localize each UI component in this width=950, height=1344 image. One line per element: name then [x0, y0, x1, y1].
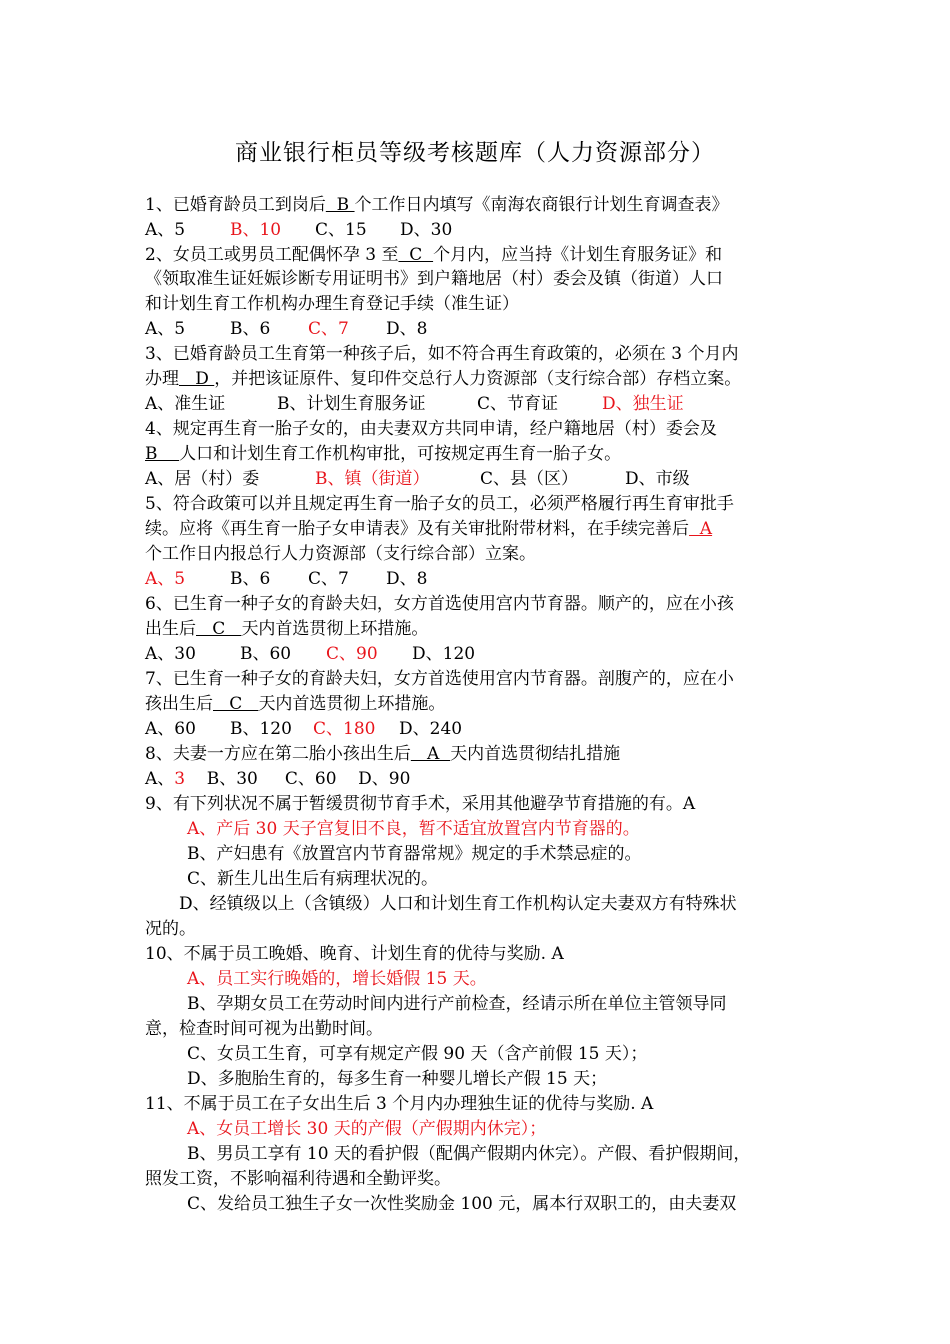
answer-option: B、6 [230, 319, 271, 339]
text-segment: 4、规定再生育一胎子女的，由夫妻双方共同申请，经户籍地居（村）委会及 [145, 419, 717, 439]
answer-option: A、5 [145, 319, 186, 339]
text-segment: D、经镇级以上（含镇级）人口和计划生育工作机构认定夫妻双方有特殊状 [179, 894, 737, 914]
answer-blank: C [398, 245, 434, 265]
answer-option: C、15 [315, 220, 367, 240]
text-line [145, 1018, 383, 1040]
answer-option: B、120 [230, 719, 292, 739]
answer-option: B、10 [230, 220, 282, 240]
text-line [145, 543, 536, 565]
text-line [145, 618, 428, 640]
text-segment: 《领取准生证妊娠诊断专用证明书》到户籍地居（村）委会及镇（街道）人口 [145, 269, 723, 289]
answer-option: C、7 [308, 319, 349, 339]
correct-answer-text: 3 [174, 769, 186, 789]
text-line [145, 194, 729, 216]
answer-option: C、180 [313, 719, 376, 739]
answer-options-line [145, 643, 498, 665]
page-title: 商业银行柜员等级考核题库（人力资源部分） [235, 140, 715, 166]
text-segment: D、多胞胎生育的，每多生育一种婴儿增长产假 15 天； [187, 1069, 608, 1089]
answer-blank: A [689, 519, 713, 539]
text-segment: 5、符合政策可以并且规定再生育一胎子女的员工，必须严格履行再生育审批手 [145, 494, 734, 514]
text-segment: 人口和计划生育工作机构审批，可按规定再生育一胎子女。 [179, 444, 622, 464]
answer-option: A、5 [145, 569, 186, 589]
text-segment: B、孕期女员工在劳动时间内进行产前检查，经请示所在单位主管领导同 [187, 994, 727, 1014]
text-line [187, 968, 487, 990]
answer-options-line [145, 318, 464, 340]
text-line [145, 418, 717, 440]
text-line [145, 768, 410, 790]
text-segment: ，并把该证原件、复印件交总行人力资源部（支行综合部）存档立案。 [214, 369, 742, 389]
answer-option: D、240 [399, 719, 463, 739]
answer-blank: C [213, 694, 259, 714]
text-segment: 3、已婚育龄员工生育第一种孩子后，如不符合再生育政策的，必须在 3 个月内 [145, 344, 739, 364]
answer-option: B、6 [230, 569, 271, 589]
text-line [145, 593, 734, 615]
text-segment: 和计划生育工作机构办理生育登记手续（准生证） [145, 294, 519, 314]
text-segment: 天内首选贯彻上环措施。 [241, 619, 429, 639]
text-line [145, 268, 723, 290]
answer-option: C、县（区） [480, 469, 579, 489]
answer-blank: B [145, 444, 180, 464]
text-line [145, 368, 741, 390]
text-segment: 出生后 [145, 619, 196, 639]
text-segment: B、产妇患有《放置宫内节育器常规》规定的手术禁忌症的。 [187, 844, 642, 864]
text-line [187, 868, 438, 890]
answer-option: D、8 [386, 569, 428, 589]
correct-answer-text: A、产后 30 天子宫复旧不良，暂不适宜放置宫内节育器的。 [187, 819, 640, 839]
answer-options-line [145, 718, 485, 740]
text-line [187, 993, 727, 1015]
text-line [187, 1068, 607, 1090]
text-line [179, 893, 737, 915]
text-line [145, 518, 712, 540]
text-segment: 续。应将《再生育一胎子女申请表》及有关审批附带材料，在手续完善后 [145, 519, 689, 539]
text-segment: C、发给员工独生子女一次性奖励金 100 元，属本行双职工的，由夫妻双 [187, 1194, 737, 1214]
text-segment: 个工作日内报总行人力资源部（支行综合部）立案。 [145, 544, 536, 564]
text-line [145, 1168, 451, 1190]
answer-option: C、90 [326, 644, 378, 664]
answer-blank: A [410, 744, 451, 764]
text-segment: 天内首选贯彻结扎措施 [450, 744, 621, 764]
text-line [187, 1043, 647, 1065]
text-segment: A、 [145, 769, 175, 789]
text-segment: 10、不属于员工晚婚、晚育、计划生育的优待与奖励. A [145, 944, 564, 964]
text-line [145, 668, 734, 690]
correct-answer-text: A、女员工增长 30 天的产假（产假期内休完）； [187, 1119, 547, 1139]
text-segment: 个工作日内填写《南海农商银行计划生育调查表》 [354, 195, 729, 215]
answer-option: B、计划生育服务证 [277, 394, 426, 414]
text-segment: B、30 C、60 D、90 [185, 769, 411, 789]
answer-option: C、节育证 [477, 394, 559, 414]
answer-option: A、30 [145, 644, 196, 664]
answer-option: D、独生证 [602, 394, 684, 414]
text-segment: 1、已婚育龄员工到岗后 [145, 195, 326, 215]
text-segment: 2、女员工或男员工配偶怀孕 3 至 [145, 245, 399, 265]
answer-options-line [145, 568, 464, 590]
text-line [187, 1193, 736, 1215]
text-line [145, 443, 621, 465]
text-segment: C、新生儿出生后有病理状况的。 [187, 869, 439, 889]
text-segment: 11、不属于员工在子女出生后 3 个月内办理独生证的优待与奖励. A [145, 1094, 654, 1114]
answer-option: D、30 [400, 220, 453, 240]
answer-option: A、居（村）委 [145, 469, 260, 489]
answer-options-line [145, 468, 725, 490]
text-line [187, 843, 642, 865]
text-segment: 6、已生育一种子女的育龄夫妇，女方首选使用宫内节育器。顺产的，应在小孩 [145, 594, 734, 614]
text-segment: 8、夫妻一方应在第二胎小孩出生后 [145, 744, 411, 764]
text-line [145, 693, 445, 715]
text-line [145, 493, 734, 515]
answer-option: A、5 [145, 220, 186, 240]
text-segment: 况的。 [145, 919, 196, 939]
answer-option: A、准生证 [145, 394, 226, 414]
answer-option: D、8 [386, 319, 428, 339]
text-segment: 照发工资，不影响福利待遇和全勤评奖。 [145, 1169, 451, 1189]
text-segment: 天内首选贯彻上环措施。 [258, 694, 446, 714]
text-line [145, 343, 738, 365]
answer-option: B、60 [240, 644, 292, 664]
text-line [145, 293, 519, 315]
text-line [145, 918, 196, 940]
answer-blank: C [196, 619, 242, 639]
text-segment: B、男员工享有 10 天的看护假（配偶产假期内休完）。产假、看护假期间， [187, 1144, 751, 1164]
text-line [145, 244, 722, 266]
text-segment: 个月内，应当持《计划生育服务证》和 [433, 245, 723, 265]
answer-blank: D [179, 369, 215, 389]
text-segment: 7、已生育一种子女的育龄夫妇，女方首选使用宫内节育器。剖腹产的，应在小 [145, 669, 734, 689]
text-segment: 办理 [145, 369, 179, 389]
text-line [145, 1093, 653, 1115]
answer-option: C、7 [308, 569, 349, 589]
text-segment: C、女员工生育，可享有规定产假 90 天（含产前假 15 天）； [187, 1044, 648, 1064]
text-line [145, 743, 620, 765]
text-line [145, 793, 695, 815]
text-line [187, 1143, 750, 1165]
answer-option: B、镇（街道） [315, 469, 430, 489]
correct-answer-text: A、员工实行晚婚的，增长婚假 15 天。 [187, 969, 487, 989]
text-line [145, 943, 564, 965]
answer-option: D、120 [412, 644, 476, 664]
text-segment: 9、有下列状况不属于暂缓贯彻节育手术，采用其他避孕节育措施的有。A [145, 794, 696, 814]
text-line [187, 818, 640, 840]
answer-blank: B [325, 195, 355, 215]
answer-option: D、市级 [625, 469, 690, 489]
text-segment: 孩出生后 [145, 694, 213, 714]
answer-options-line [145, 219, 485, 241]
answer-options-line [145, 393, 722, 415]
text-line [187, 1118, 546, 1140]
answer-option: A、60 [145, 719, 196, 739]
text-segment: 意，检查时间可视为出勤时间。 [145, 1019, 383, 1039]
